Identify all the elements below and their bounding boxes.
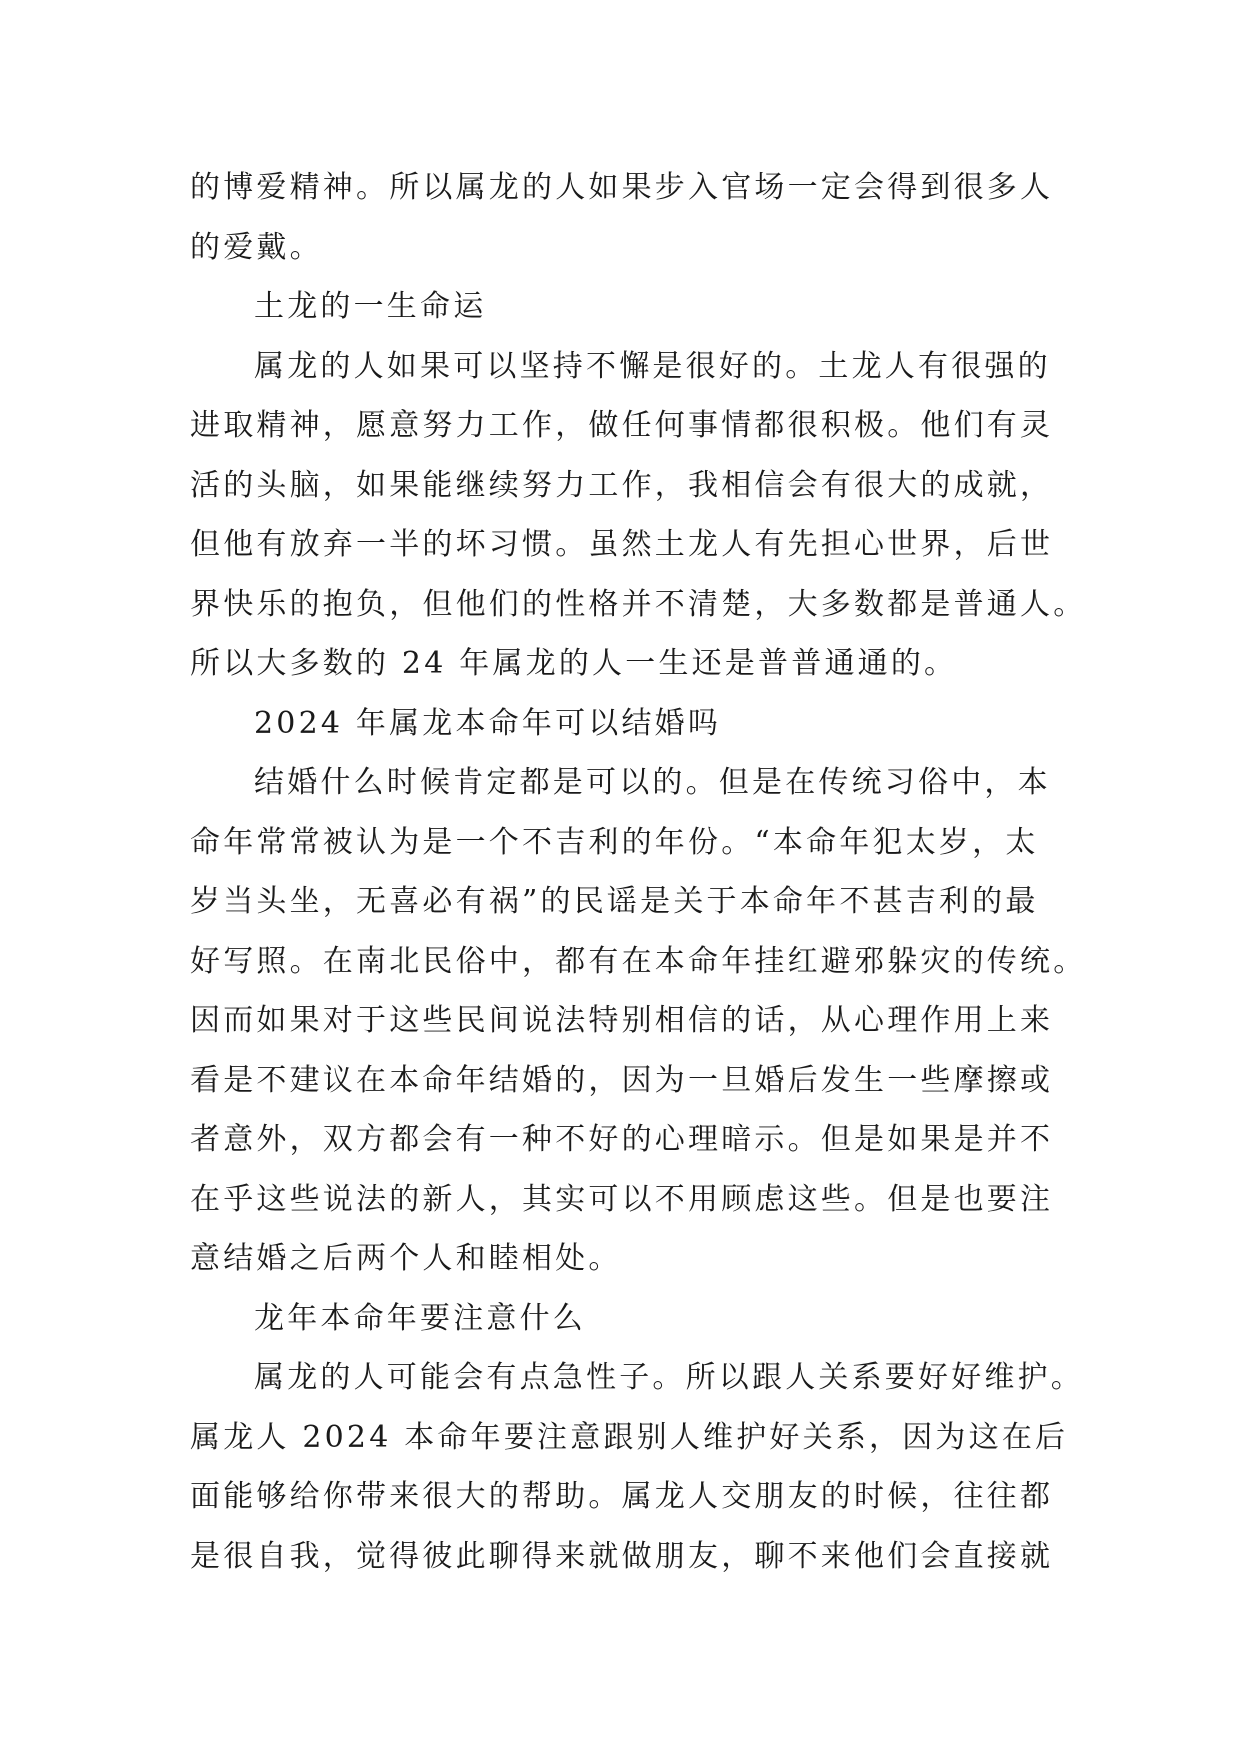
text-line: 的爱戴。	[190, 229, 323, 265]
text-line: 属龙的人如果可以坚持不懈是很好的。土龙人有很强的	[254, 348, 1051, 384]
text-line: 命年常常被认为是一个不吉利的年份。“本命年犯太岁，太	[190, 824, 1039, 860]
text-line: 进取精神，愿意努力工作，做任何事情都很积极。他们有灵	[190, 408, 1054, 443]
text-line: 在乎这些说法的新人，其实可以不用顾虑这些。但是也要注	[190, 1181, 1054, 1217]
text-line: 的博爱精神。所以属龙的人如果步入官场一定会得到很多人	[190, 170, 1054, 205]
text-line: 岁当头坐，无喜必有祸”的民谣是关于本命年不甚吉利的最	[190, 884, 1039, 919]
text-line: 属龙的人可能会有点急性子。所以跟人关系要好好维护。	[254, 1360, 1084, 1395]
text-line: 结婚什么时候肯定都是可以的。但是在传统习俗中，本	[254, 765, 1051, 800]
text-line: 面能够给你带来很大的帮助。属龙人交朋友的时候，往往都	[190, 1479, 1054, 1514]
text-line: 意结婚之后两个人和睦相处。	[190, 1241, 622, 1276]
text-line: 2024 年属龙本命年可以结婚吗	[254, 705, 722, 741]
text-line: 看是不建议在本命年结婚的，因为一旦婚后发生一些摩擦或	[190, 1062, 1054, 1098]
text-line: 是很自我，觉得彼此聊得来就做朋友，聊不来他们会直接就	[190, 1538, 1054, 1574]
text-line: 界快乐的抱负，但他们的性格并不清楚，大多数都是普通人。	[190, 586, 1087, 622]
body-text	[190, 158, 1087, 1586]
text-line: 所以大多数的 24 年属龙的人一生还是普普通通的。	[190, 646, 958, 681]
text-line: 龙年本命年要注意什么	[254, 1300, 586, 1336]
text-line: 者意外，双方都会有一种不好的心理暗示。但是如果是并不	[190, 1122, 1054, 1157]
text-line: 但他有放弃一半的坏习惯。虽然土龙人有先担心世界，后世	[190, 527, 1054, 562]
text-line: 因而如果对于这些民间说法特别相信的话，从心理作用上来	[190, 1003, 1054, 1038]
text-line: 属龙人 2024 本命年要注意跟别人维护好关系，因为这在后	[190, 1419, 1069, 1455]
text-line: 活的头脑，如果能继续努力工作，我相信会有很大的成就，	[190, 467, 1054, 503]
text-line: 好写照。在南北民俗中，都有在本命年挂红避邪躲灾的传统。	[190, 943, 1087, 979]
text-line: 土龙的一生命运	[254, 289, 487, 324]
